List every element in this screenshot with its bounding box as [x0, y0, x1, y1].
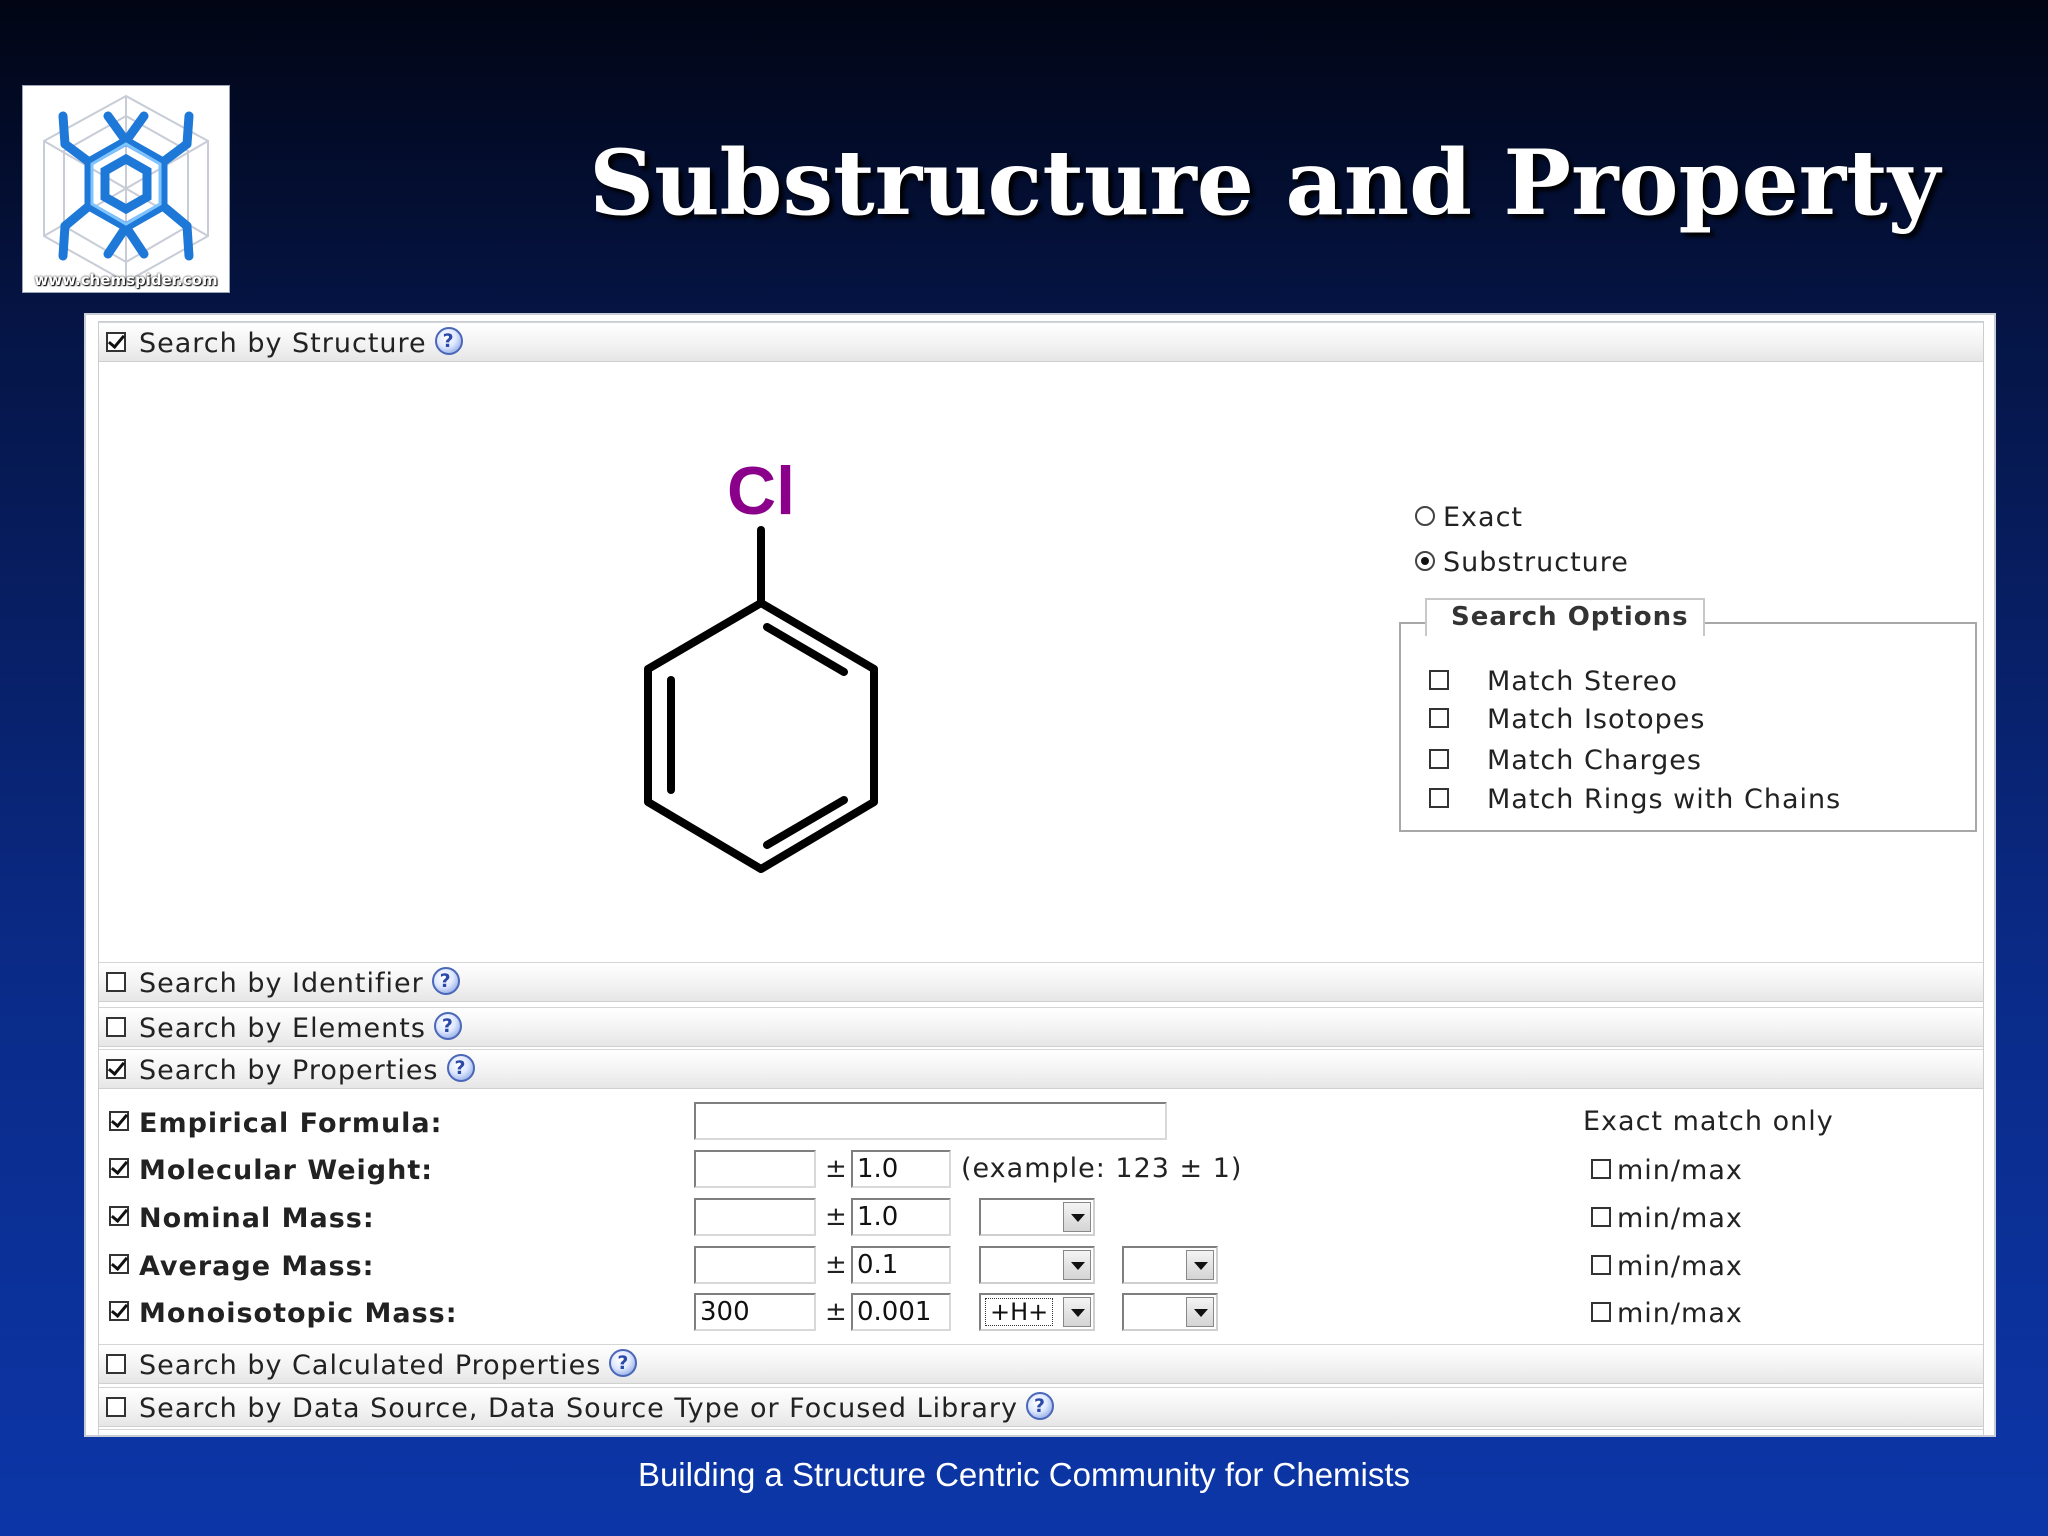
- plus-minus-sign: ±: [825, 1297, 847, 1327]
- plus-minus-sign: ±: [825, 1202, 847, 1232]
- radio-substructure[interactable]: [1415, 547, 1629, 578]
- average-mass-minmax-checkbox[interactable]: [1591, 1255, 1611, 1275]
- chevron-down-icon[interactable]: [1063, 1250, 1091, 1280]
- help-icon[interactable]: ?: [435, 327, 463, 355]
- chevron-down-icon[interactable]: [1063, 1202, 1091, 1232]
- match-isotopes-checkbox[interactable]: [1429, 708, 1449, 728]
- elements-section-checkbox[interactable]: [106, 1017, 126, 1037]
- match-charges-label: Match Charges: [1487, 745, 1702, 776]
- nominal-mass-input[interactable]: [694, 1198, 816, 1236]
- nominal-mass-row-label[interactable]: [109, 1203, 375, 1234]
- radio-substructure-button[interactable]: [1415, 551, 1435, 571]
- properties-section-label: Search by Properties: [139, 1055, 439, 1086]
- chevron-down-icon[interactable]: [1063, 1297, 1091, 1327]
- structure-section-checkbox[interactable]: [106, 332, 126, 352]
- chemspider-logo: [22, 85, 230, 293]
- molecular-weight-label: Molecular Weight:: [139, 1155, 434, 1186]
- slide-title: Substructure and Property: [589, 130, 1940, 236]
- search-form: [98, 321, 1984, 1436]
- double-bond-inner-1: [767, 627, 844, 672]
- section-structure-header[interactable]: [99, 322, 1983, 362]
- logo-url-text: www.chemspider.com: [34, 271, 218, 289]
- calculated-section-label: Search by Calculated Properties: [139, 1350, 602, 1381]
- match-stereo-checkbox[interactable]: [1429, 670, 1449, 690]
- section-elements-header[interactable]: [99, 1007, 1983, 1047]
- identifier-section-label: Search by Identifier: [139, 968, 424, 999]
- monoisotopic-mass-label: Monoisotopic Mass:: [139, 1298, 458, 1329]
- radio-substructure-label: Substructure: [1443, 547, 1629, 578]
- chevron-down-icon[interactable]: [1186, 1250, 1214, 1280]
- radio-exact-button[interactable]: [1415, 506, 1435, 526]
- average-mass-adduct-select[interactable]: [979, 1246, 1095, 1284]
- structure-section-label: Search by Structure: [139, 328, 427, 359]
- nominal-mass-minmax[interactable]: [1591, 1203, 1743, 1234]
- match-rings-chains-label: Match Rings with Chains: [1487, 784, 1842, 815]
- monoisotopic-mass-minmax-checkbox[interactable]: [1591, 1302, 1611, 1322]
- nominal-mass-checkbox[interactable]: [109, 1206, 129, 1226]
- minmax-label: min/max: [1617, 1251, 1743, 1282]
- plus-minus-sign: ±: [825, 1250, 847, 1280]
- properties-section-checkbox[interactable]: [106, 1059, 126, 1079]
- help-icon[interactable]: ?: [447, 1054, 475, 1082]
- minmax-label: min/max: [1617, 1155, 1743, 1186]
- section-identifier-header[interactable]: [99, 962, 1983, 1002]
- average-mass-row-label[interactable]: [109, 1251, 374, 1282]
- molecular-weight-checkbox[interactable]: [109, 1158, 129, 1178]
- calculated-section-checkbox[interactable]: [106, 1354, 126, 1374]
- chlorine-atom-label: Cl: [727, 453, 795, 529]
- match-rings-chains-checkbox[interactable]: [1429, 788, 1449, 808]
- match-stereo-label: Match Stereo: [1487, 666, 1678, 697]
- exact-match-only-header: Exact match only: [1583, 1106, 1834, 1137]
- help-icon[interactable]: ?: [609, 1349, 637, 1377]
- slide-footer: Building a Structure Centric Community for Chemists: [637, 1456, 1411, 1493]
- datasource-section-checkbox[interactable]: [106, 1397, 126, 1417]
- monoisotopic-mass-input[interactable]: 300: [694, 1293, 816, 1331]
- help-icon[interactable]: ?: [1026, 1392, 1054, 1420]
- search-form-screenshot: [84, 313, 1996, 1437]
- nominal-mass-adduct-select[interactable]: [979, 1198, 1095, 1236]
- monoisotopic-mass-row-label[interactable]: [109, 1298, 458, 1329]
- nominal-mass-label: Nominal Mass:: [139, 1203, 375, 1234]
- monoisotopic-mass-tolerance-input[interactable]: 0.001: [851, 1293, 951, 1331]
- help-icon[interactable]: ?: [434, 1012, 462, 1040]
- molecular-weight-example: (example: 123 ± 1): [961, 1153, 1243, 1184]
- average-mass-label: Average Mass:: [139, 1251, 375, 1282]
- average-mass-input[interactable]: [694, 1246, 816, 1284]
- empirical-formula-label: Empirical Formula:: [139, 1108, 443, 1139]
- help-icon[interactable]: ?: [432, 967, 460, 995]
- section-next-header[interactable]: [99, 1429, 1983, 1437]
- monoisotopic-mass-adduct-value: +H+: [985, 1298, 1053, 1326]
- monoisotopic-mass-charge-select[interactable]: [1122, 1293, 1218, 1331]
- match-charges-checkbox[interactable]: [1429, 749, 1449, 769]
- average-mass-tolerance-input[interactable]: 0.1: [851, 1246, 951, 1284]
- molecular-weight-minmax[interactable]: [1591, 1155, 1743, 1186]
- molecule-drawing[interactable]: [599, 422, 1019, 882]
- empirical-formula-row-label[interactable]: [109, 1108, 442, 1139]
- radio-exact[interactable]: [1415, 502, 1523, 533]
- identifier-section-checkbox[interactable]: [106, 972, 126, 992]
- plus-minus-sign: ±: [825, 1154, 847, 1184]
- monoisotopic-mass-minmax[interactable]: [1591, 1298, 1743, 1329]
- nominal-mass-tolerance-input[interactable]: 1.0: [851, 1198, 951, 1236]
- section-datasource-header[interactable]: [99, 1387, 1983, 1427]
- section-properties-header[interactable]: [99, 1049, 1983, 1089]
- nominal-mass-minmax-checkbox[interactable]: [1591, 1207, 1611, 1227]
- search-options-legend: Search Options: [1425, 598, 1705, 636]
- monoisotopic-mass-adduct-select[interactable]: [979, 1293, 1095, 1331]
- monoisotopic-mass-checkbox[interactable]: [109, 1301, 129, 1321]
- datasource-section-label: Search by Data Source, Data Source Type or Focused Library: [139, 1393, 1019, 1424]
- chemspider-logo-graphic: [23, 86, 229, 292]
- match-isotopes-label: Match Isotopes: [1487, 704, 1706, 735]
- elements-section-label: Search by Elements: [139, 1013, 426, 1044]
- molecular-weight-minmax-checkbox[interactable]: [1591, 1159, 1611, 1179]
- minmax-label: min/max: [1617, 1298, 1743, 1329]
- molecular-weight-tolerance-input[interactable]: 1.0: [851, 1150, 951, 1188]
- minmax-label: min/max: [1617, 1203, 1743, 1234]
- molecular-weight-row-label[interactable]: [109, 1155, 433, 1186]
- chevron-down-icon[interactable]: [1186, 1297, 1214, 1327]
- average-mass-checkbox[interactable]: [109, 1254, 129, 1274]
- average-mass-minmax[interactable]: [1591, 1251, 1743, 1282]
- average-mass-charge-select[interactable]: [1122, 1246, 1218, 1284]
- empirical-formula-checkbox[interactable]: [109, 1111, 129, 1131]
- empirical-formula-input[interactable]: [694, 1102, 1167, 1140]
- section-calculated-header[interactable]: [99, 1344, 1983, 1384]
- radio-exact-label: Exact: [1443, 502, 1524, 533]
- molecular-weight-input[interactable]: [694, 1150, 816, 1188]
